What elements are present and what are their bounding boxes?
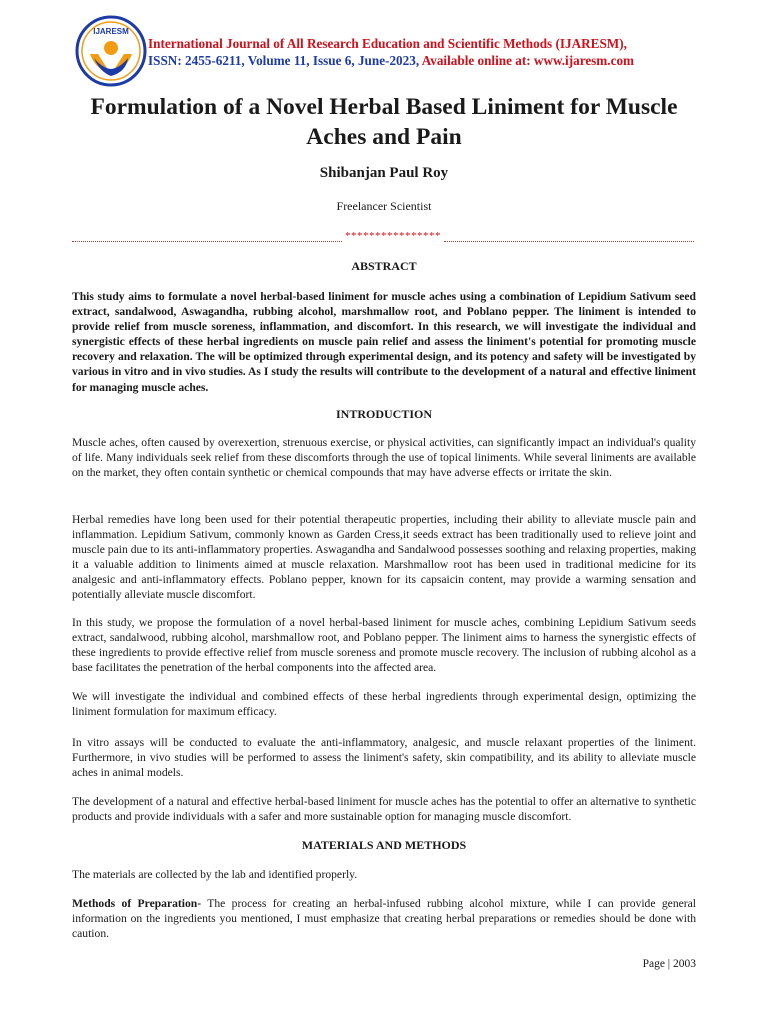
divider-line-right (444, 241, 694, 242)
issn-text: ISSN: 2455-6211, Volume 11, Issue 6, June-2023, (148, 53, 420, 68)
preparation-paragraph (72, 896, 696, 941)
abstract-heading: ABSTRACT (351, 259, 417, 273)
preparation-text: The process for creating an herbal-infused rubbing alcohol mixture, while I can provide general information on the ingredients you mentioned, I must emphasize that creating herbal preparations or remedies should be done with caution. (72, 897, 696, 941)
journal-name: International Journal of All Research Education and Scientific Methods (IJARESM), (148, 36, 627, 51)
paper-title: Formulation of a Novel Herbal Based Liniment for Muscle Aches and Pain (90, 94, 678, 150)
intro-paragraph-6: The development of a natural and effective herbal-based liniment for muscle aches has the potential to offer an alternative to synthetic products and provide individuals with a safer and more sustainable option for managing muscle discomfort. (72, 795, 696, 824)
author-affiliation: Freelancer Scientist (336, 199, 432, 213)
divider-line-left (72, 241, 342, 242)
methods-paragraph-1: The materials are collected by the lab and identified properly. (72, 868, 358, 881)
ijaresm-logo (74, 14, 148, 88)
divider-stars: **************** (345, 230, 441, 242)
author-name: Shibanjan Paul Roy (319, 165, 449, 181)
methods-heading: MATERIALS AND METHODS (301, 838, 467, 852)
intro-paragraph-1: Muscle aches, often caused by overexertion, strenuous exercise, or physical activities, can significantly impact an individual's quality of life. Many individuals seek relief from these discomforts through the use of topical liniments. While several liniments are available on the market, they often contain synthetic or chemical compounds that may have adverse effects or irritate the skin. (72, 436, 696, 480)
intro-paragraph-2: Herbal remedies have long been used for their potential therapeutic properties, including their ability to alleviate muscle pain and inflammation. Lepidium Sativum, commonly known as Garden Cress,it seeds extract has been traditionally used to relieve joint and muscle pain due to its anti-inflammatory properties. Aswagandha and Sandalwood possesses soothing and relaxing properties, making it a valuable addition to liniments aimed at muscle relaxation. Marshmallow root has been used in traditional medicine for its analgesic and anti-inflammatory effects. Poblano pepper, known for its capsaicin content, may provide a warming sensation and potentially alleviate muscle discomfort. (72, 513, 696, 602)
journal-issue-line (148, 53, 634, 69)
intro-paragraph-3: In this study, we propose the formulation of a novel herbal-based liniment for muscle aches, combining Lepidium Sativum seeds extract, sandalwood, rubbing alcohol, marshmallow root, and Poblano pepper. The liniment aims to harness the synergistic effects of these ingredients to provide effective relief from muscle soreness and promote muscle recovery. The inclusion of rubbing alcohol as a base facilitates the penetration of the herbal components into the affected area. (72, 616, 696, 675)
preparation-lead: Methods of Preparation- (72, 897, 202, 910)
page-number: Page | 2003 (642, 958, 696, 970)
logo-text: IJARESM (93, 27, 129, 36)
introduction-heading: INTRODUCTION (335, 407, 432, 421)
intro-paragraph-4: We will investigate the individual and combined effects of these herbal ingredients through experimental design, optimizing the liniment formulation for maximum efficacy. (72, 690, 696, 719)
intro-paragraph-5: In vitro assays will be conducted to evaluate the anti-inflammatory, analgesic, and muscle relaxant properties of the liniment. Furthermore, in vivo studies will be performed to assess the liniment's safety, skin compatibility, and its ability to alleviate muscle aches in animal models. (72, 736, 696, 780)
available-online-text: Available online at: www.ijaresm.com (421, 53, 635, 68)
title-divider (72, 230, 694, 244)
abstract-text: This study aims to formulate a novel herbal-based liniment for muscle aches using a combination of Lepidium Sativum seed extract, sandalwood, Aswagandha, rubbing alcohol, marshmallow root, and Poblano pepper. The liniment is intended to provide relief from muscle soreness, inflammation, and discomfort. In this research, we will investigate the individual and synergistic effects of these herbal ingredients on muscle pain relief and assess the liniment's potential for promoting muscle recovery and relaxation. The will be optimized through experimental design, and its potency and safety will be investigated by various in vitro and in vivo studies. As I study the results will contribute to the development of a natural and effective liniment for managing muscle aches. (72, 290, 696, 394)
